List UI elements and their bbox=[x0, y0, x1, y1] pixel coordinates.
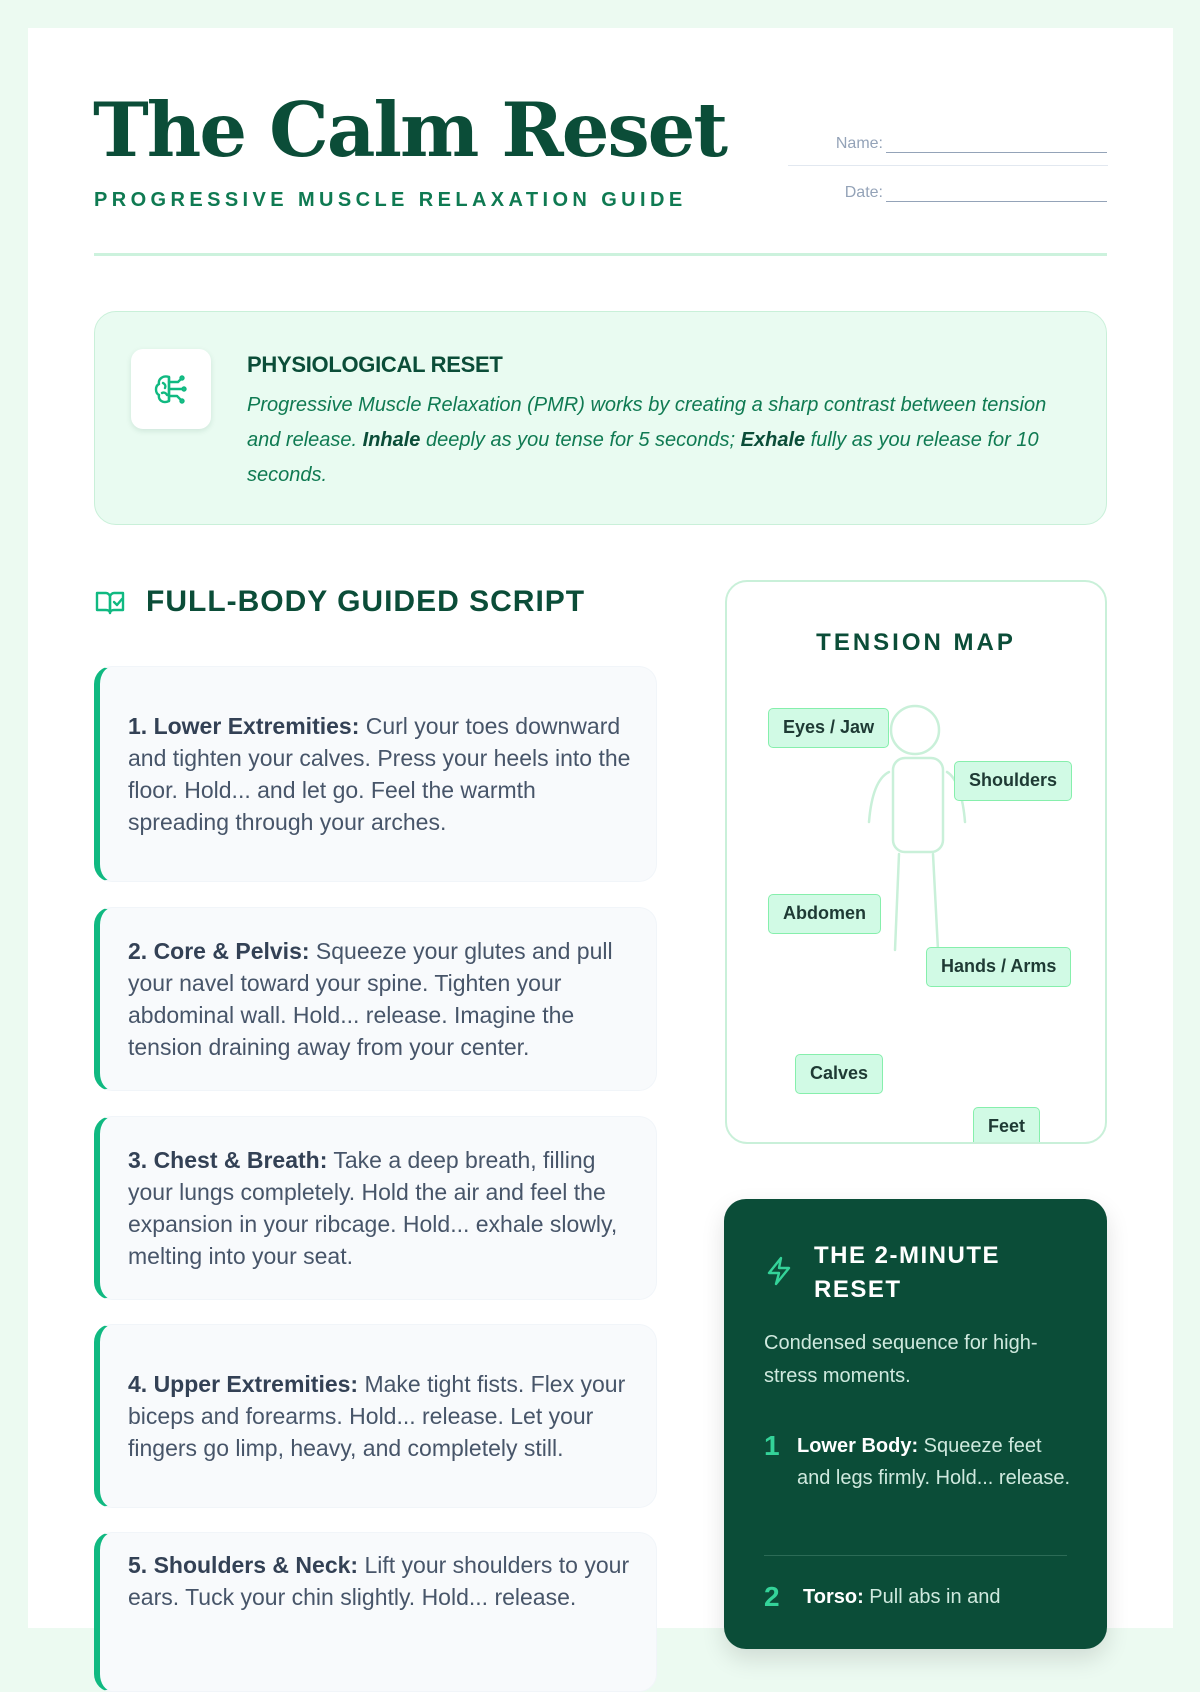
script-heading bbox=[94, 582, 585, 622]
script-step-2: 2. Core & Pelvis: Squeeze your glutes and pull your navel toward your spine. Tighten your abdominal wall. Hold... release. Imagine the tension draining away from your center. bbox=[94, 907, 657, 1091]
script-heading-text: FULL-BODY GUIDED SCRIPT bbox=[146, 585, 586, 618]
name-label: Name: bbox=[835, 135, 883, 152]
exhale-emphasis: Exhale bbox=[740, 429, 806, 451]
reset-title: THE 2-MINUTE RESET bbox=[814, 1242, 1000, 1303]
name-field[interactable] bbox=[788, 130, 1108, 166]
brain-icon bbox=[131, 349, 211, 429]
page-subtitle: PROGRESSIVE MUSCLE RELAXATION GUIDE bbox=[94, 189, 687, 211]
reset-step-number: 2 bbox=[764, 1581, 780, 1612]
script-step-3: 3. Chest & Breath: Take a deep breath, filling your lungs completely. Hold the air and feel the expansion in your ribcage. Hold... exhale slowly, melting into your seat. bbox=[94, 1116, 657, 1300]
date-line[interactable] bbox=[886, 201, 1107, 202]
tension-map-title: TENSION MAP bbox=[816, 629, 1016, 656]
script-step-5: 5. Shoulders & Neck: Lift your shoulders to your ears. Tuck your chin slightly. Hold... release. bbox=[94, 1532, 657, 1692]
name-line[interactable] bbox=[886, 152, 1107, 153]
tag-feet: Feet bbox=[973, 1107, 1040, 1144]
tag-shoulders: Shoulders bbox=[954, 761, 1072, 801]
inhale-emphasis: Inhale bbox=[362, 429, 421, 451]
reset-step-number: 1 bbox=[764, 1430, 780, 1461]
script-step-1: 1. Lower Extremities: Curl your toes downward and tighten your calves. Press your heels into the floor. Hold... and let go. Feel the warmth spreading through your arches. bbox=[94, 666, 657, 882]
date-field[interactable] bbox=[788, 178, 1108, 208]
reset-divider bbox=[764, 1555, 1067, 1556]
page-title: The Calm Reset bbox=[93, 86, 727, 174]
script-step-4: 4. Upper Extremities: Make tight fists. Flex your biceps and forearms. Hold... release. Let your fingers go limp, heavy, and completely still. bbox=[94, 1324, 657, 1508]
header-divider bbox=[94, 253, 1107, 256]
date-label: Date: bbox=[844, 184, 883, 201]
intro-text: Progressive Muscle Relaxation (PMR) works by creating a sharp contrast between tension and release. Inhale deeply as you tense for 5 seconds; Exhale fully as you release for 10 seconds. bbox=[247, 394, 1047, 486]
body-outline bbox=[727, 582, 1107, 1144]
tag-hands-arms: Hands / Arms bbox=[926, 947, 1071, 987]
two-minute-reset-panel: THE 2-MINUTE RESET Condensed sequence for high-stress moments. 1 Lower Body: Squeeze feet and legs firmly. Hold... release. 2 Torso: Pull abs in and bbox=[724, 1199, 1107, 1649]
intro-callout bbox=[94, 311, 1107, 525]
intro-title: PHYSIOLOGICAL RESET bbox=[247, 352, 503, 377]
tag-calves: Calves bbox=[795, 1054, 883, 1094]
lightning-icon bbox=[764, 1255, 794, 1287]
tag-eyes-jaw: Eyes / Jaw bbox=[768, 708, 889, 748]
book-icon bbox=[94, 586, 126, 618]
tension-map bbox=[725, 580, 1107, 1144]
reset-subtitle: Condensed sequence for high-stress moments. bbox=[764, 1332, 1038, 1387]
tag-abdomen: Abdomen bbox=[768, 894, 881, 934]
